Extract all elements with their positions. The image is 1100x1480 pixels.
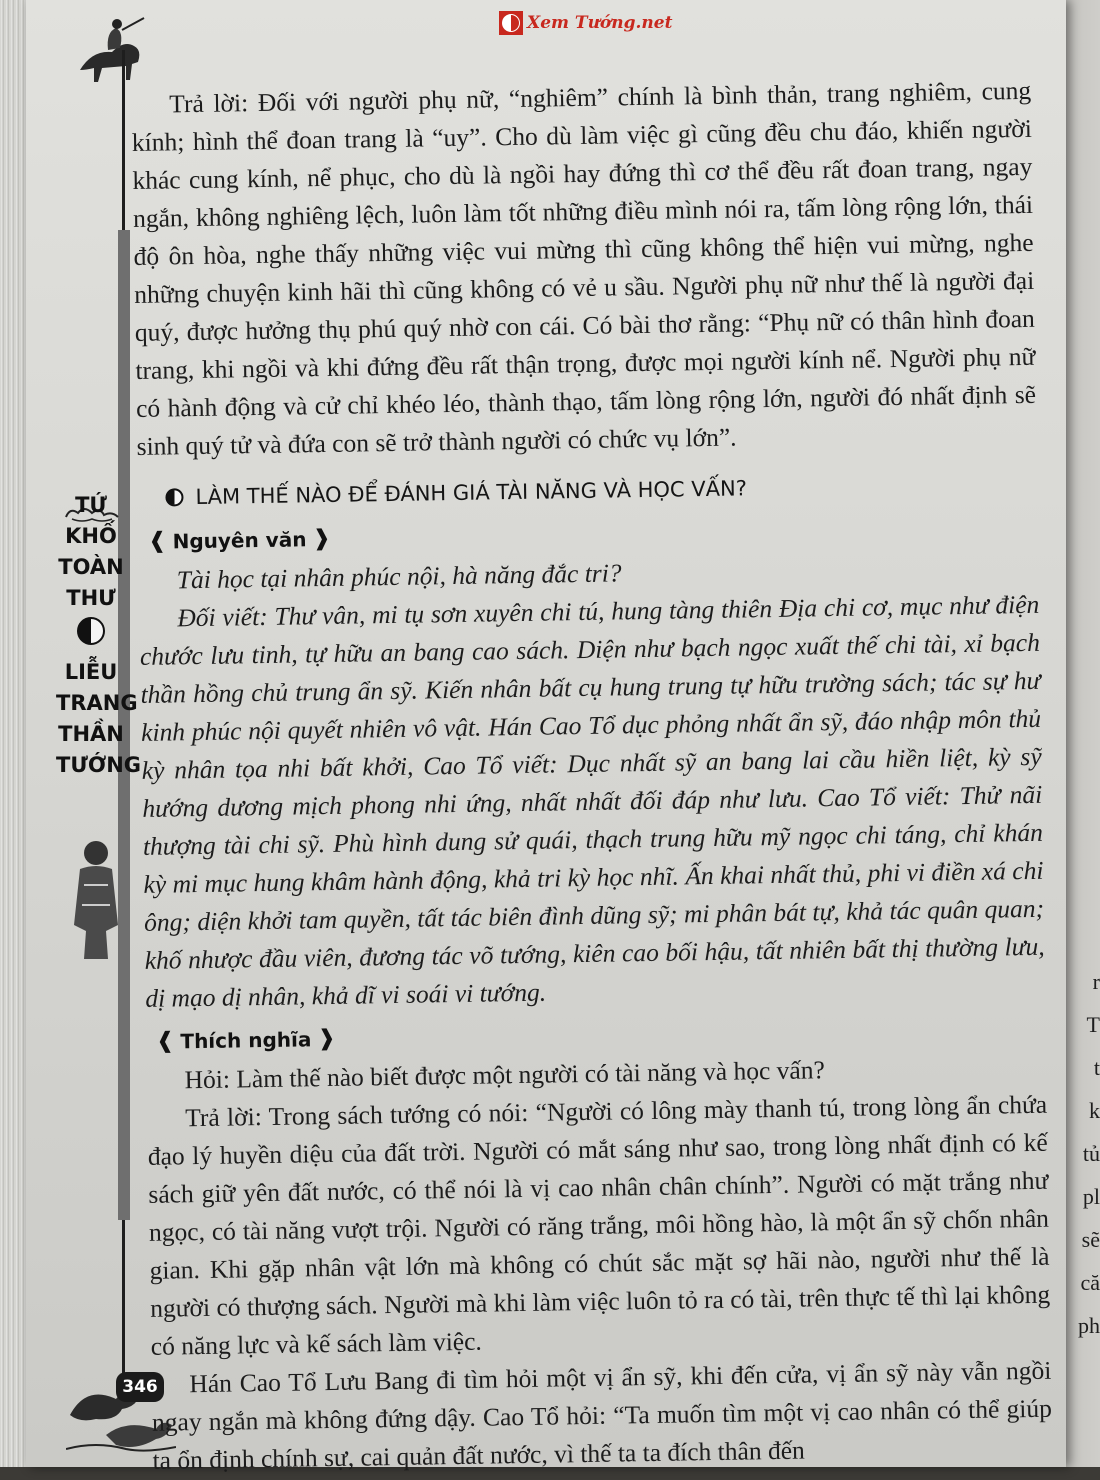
side-title-word: TƯỚNG [56, 753, 142, 777]
horseman-figure-icon [72, 10, 152, 90]
yin-yang-icon [499, 11, 523, 35]
book-page [26, 0, 1066, 1475]
side-title-word: TOÀN [58, 555, 124, 579]
next-page-char: r [1092, 969, 1100, 994]
book-series-title [56, 490, 142, 781]
yin-yang-icon [165, 488, 183, 506]
next-page-char: pl [1082, 1184, 1100, 1209]
warrior-figure-icon [66, 835, 126, 965]
original-question: Tài học tại nhân phúc nội, hà năng đắc tri? [176, 558, 622, 595]
right-bracket-icon: ❱ [312, 525, 332, 552]
site-logo[interactable] [499, 8, 672, 38]
next-page-char: că [1080, 1270, 1100, 1295]
next-page-char: ph [1078, 1313, 1100, 1338]
side-title-word: TRANG [56, 691, 138, 715]
side-title-word: KHỐ [65, 524, 117, 548]
right-bracket-icon: ❱ [317, 1025, 336, 1052]
left-bracket-icon: ❰ [155, 1028, 175, 1054]
left-bracket-icon: ❰ [147, 528, 167, 554]
original-answer: Đối viết: Thư vân, mi tụ sơn xuyên chi tú, hung tàng thiên Địa chi cơ, mục như điện chước lưu tinh, tự hữu an bang cao sách. Diện như bạch ngọc xuất thế chi tài, xỉ bạch thần hồng chủ trung ẩn sỹ. Kiến nhân bất cụ hung trung tự hữu trường sách; tác sự hư kinh phúc nội quyết nhiên vô vật. Hán Cao Tổ dục phỏng nhất ẩn sỹ, đáo nhập môn thủ kỳ nhân tọa nhi bất khởi, Cao Tổ viết: Dục nhất sỹ an bang lai cầu hiền liệt, kỳ sỹ hướng dương mịch phong nhi ứng, nhất nhất đối đáp như lưu. Cao Tổ viết: Thử nãi thượng tài chi sỹ. Phù hình dung sử quái, thạch trung hữu mỹ ngọc chi táng, chỉ khán kỳ mi mục hung khâm hành động, khả tri kỳ học nhĩ. Ấn khai nhất thủ, phi vi điền xá chi ông; diện khởi tam quyền, tất tác biên đình dũng sỹ; mi phân bát tự, khả tác quân quan; khố nhược đầu viên, đương tác võ tướng, kiên cao bối hậu, tất nhiên bất thị thường lưu, dị mạo dị nhân, khả dĩ vi soái vi tướng. [139, 589, 1045, 1013]
next-page-char: sẽ [1081, 1227, 1100, 1252]
explanation-question: Hỏi: Làm thế nào biết được một người có tài năng và học vấn? [184, 1055, 825, 1095]
section-heading-text: LÀM THẾ NÀO ĐỂ ĐÁNH GIÁ TÀI NĂNG VÀ HỌC VẤN? [195, 476, 748, 510]
next-page-char: t [1093, 1055, 1100, 1080]
original-heading-text: Nguyên văn [172, 527, 307, 554]
next-page-char: k [1089, 1098, 1100, 1123]
story-paragraph: Hán Cao Tổ Lưu Bang đi tìm hỏi một vị ẩn sỹ, khi đến cửa, vị ẩn sỹ này vẫn ngồi ngay ngắn mà không đứng dậy. Cao Tổ hỏi: “Ta muốn tìm một vị cao nhân có thể giúp ta ổn định chính sự, cai quản đất nước, vì thế ta ta đích thân đến [151, 1355, 1053, 1475]
answer-intro-paragraph: Trả lời: Đối với người phụ nữ, “nghiêm” chính là bình thản, trang nghiêm, cung kính; hình thể đoan trang là “uy”. Cho dù làm việc gì cũng đều chu đáo, khiến người khác cung kính, nể phục, cho dù là ngồi hay đứng thì cơ thể đều rất đoan trang, ngay ngắn, không nghiêng lệch, luôn làm tốt những điều mình nói ra, tấm lòng rộng lớn, thái độ ôn hòa, nghe thấy những việc vui mừng thì cũng không thể hiện vui mừng, nghe những chuyện kinh hãi thì cũng không có vẻ u sầu. Người phụ nữ như thế là người đại quý, được hưởng thụ phú quý nhờ con cái. Có bài thơ rằng: “Phụ nữ có thân hình đoan trang, khi ngồi và khi đứng đều rất thận trọng, được mọi người kính nể. Người phụ nữ có hành động và cử chỉ khéo léo, thành thạo, tấm lòng rộng lớn, người đó nhất định sẽ sinh quý tử và đứa con sẽ trở thành người có chức vụ lớn”. [131, 75, 1037, 461]
page-number: 346 [116, 1372, 164, 1402]
side-title-word: THẦN [58, 722, 124, 746]
next-page-char: tủ [1082, 1141, 1100, 1166]
explanation-answer: Trả lời: Trong sách tướng có nói: “Người có lông mày thanh tú, trong lòng ẩn chứa đạo lý huyền diệu của đất trời. Người có mắt sáng như sao, trong lòng nhất định có kế sách giữ yên đất nước, có thể nói là vị cao nhân chân chính”. Người có mặt trắng như ngọc, có tài năng vượt trội. Người có răng trắng, môi hồng hào, là một ẩn sỹ chốn nhân gian. Khi gặp nhân vật lớn mà không có chút sắc mặt sợ hãi nào, người như thế là người có thượng sách. Người mà khi làm việc luôn tỏ ra có tài, trên thực tế thì lại không có năng lực và kế sách làm việc. [147, 1089, 1051, 1361]
yin-yang-icon [77, 617, 105, 645]
logo-text: Xem Tướng.net [527, 13, 673, 33]
next-page-char: T [1086, 1012, 1100, 1037]
side-title-word: LIỄU [64, 660, 118, 684]
page-content [131, 72, 1053, 1480]
explanation-heading-text: Thích nghĩa [180, 1027, 312, 1054]
next-page-text [1070, 960, 1100, 1347]
side-title-word: THƯ [66, 586, 116, 610]
side-title-word: TỨ [75, 493, 107, 517]
section-heading [137, 464, 1038, 518]
